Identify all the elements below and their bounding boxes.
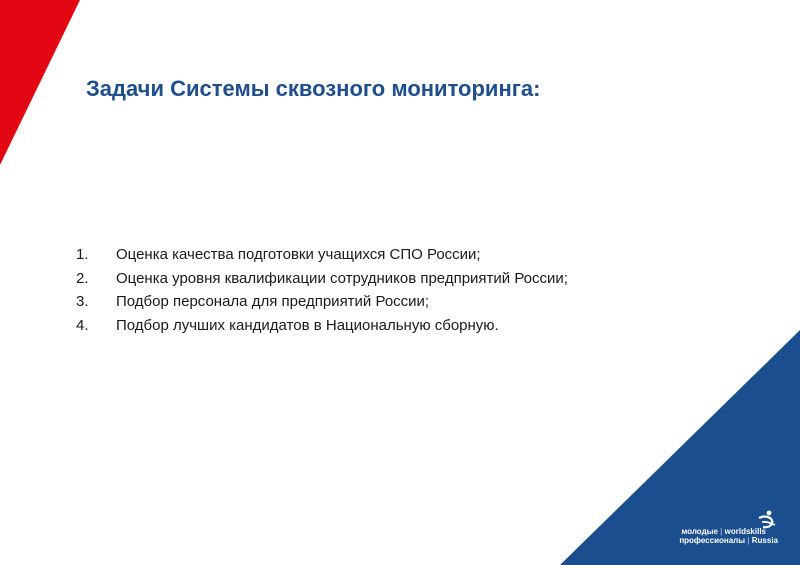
list-item xyxy=(76,290,568,314)
logo-line1-left: молодые xyxy=(681,527,718,536)
logo-line1-right: worldskills xyxy=(724,527,766,536)
list-item-number: 2. xyxy=(76,269,89,287)
list-item-number: 1. xyxy=(76,246,89,263)
logo-line2-left: профессионалы xyxy=(679,536,746,545)
list-item xyxy=(76,267,568,291)
list-item xyxy=(76,314,568,338)
list-item-text: Оценка качества подготовки учащихся СПО России; xyxy=(116,246,481,263)
list-item-number: 3. xyxy=(76,293,89,310)
list-item-number: 4. xyxy=(76,316,89,334)
task-list xyxy=(76,243,568,337)
list-item-text: Подбор лучших кандидатов в Национальную сборную. xyxy=(116,316,499,334)
list-item-text: Оценка уровня квалификации сотрудников предприятий России; xyxy=(116,269,568,287)
worldskills-logo xyxy=(679,527,778,545)
worldskills-figure-icon xyxy=(756,509,778,531)
logo-line2-right: Russia xyxy=(751,536,778,545)
logo-line-1: молодые | worldskills xyxy=(681,527,766,536)
list-item xyxy=(76,243,568,267)
list-item-text: Подбор персонала для предприятий России; xyxy=(116,293,430,310)
logo-line-2: профессионалы | Russia xyxy=(679,536,778,545)
red-corner-decoration xyxy=(0,0,90,170)
slide-title: Задачи Системы сквозного мониторинга: xyxy=(86,76,541,101)
